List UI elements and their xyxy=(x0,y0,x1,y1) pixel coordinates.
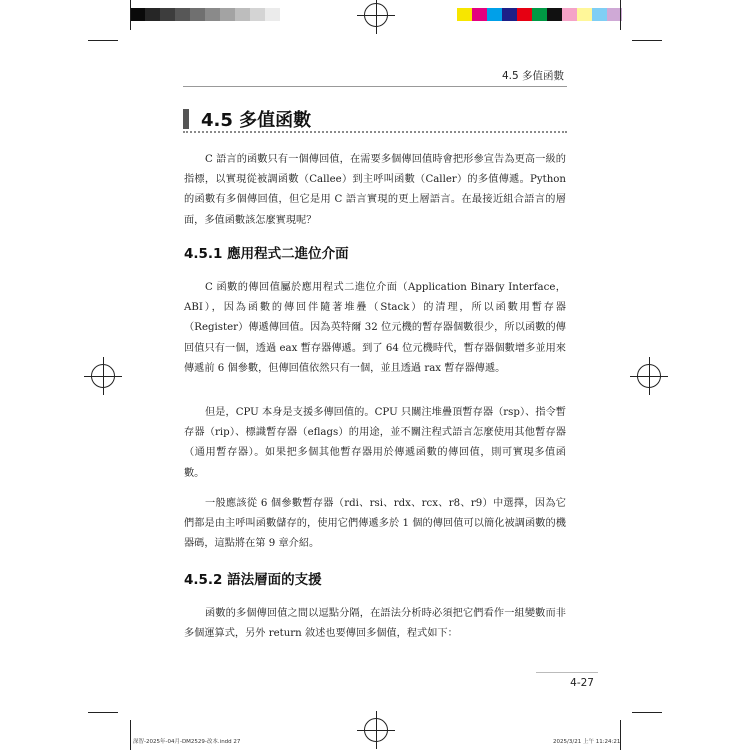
paragraph-abi-2: 但是，CPU 本身是支援多傳回值的。CPU 只關注堆疊頂暫存器（rsp）、指令暫存器（rip）、標識暫存器（eflags）的用途，並不關注程式語言怎麼使用其他暫存器（通用暫存器）。如果把多個其他暫存器用於傳遞函數的傳回值，則可實現多值函數。 xyxy=(184,407,566,479)
gray-swatch xyxy=(145,8,160,21)
gray-swatch xyxy=(220,8,235,21)
gray-swatch xyxy=(265,8,280,21)
gray-swatch xyxy=(250,8,265,21)
color-swatch xyxy=(487,8,502,21)
color-swatch xyxy=(562,8,577,21)
gray-swatch xyxy=(235,8,250,21)
registration-mark-left xyxy=(91,364,115,388)
color-swatch xyxy=(592,8,607,21)
gray-swatch xyxy=(205,8,220,21)
crop-mark xyxy=(88,712,118,713)
section-marker xyxy=(183,109,189,129)
registration-mark-bottom xyxy=(364,718,388,742)
crop-mark xyxy=(130,0,131,30)
crop-mark xyxy=(632,712,662,713)
registration-mark-top xyxy=(364,3,388,27)
gray-swatch xyxy=(130,8,145,21)
header-rule xyxy=(183,86,567,87)
paragraph-syntax-1: 函數的多個傳回值之間以逗點分隔，在語法分析時必須把它們看作一組變數而非多個運算式，另外 return 敘述也要傳回多個值，程式如下： xyxy=(184,608,566,640)
crop-mark xyxy=(620,720,621,750)
paragraph-abi-1: C 函數的傳回值屬於應用程式二進位介面（Application Binary Interface，ABI），因為函數的傳回伴隨著堆疊（Stack）的清理，所以函數用暫存器（Register）傳遞傳回值。因為英特爾 32 位元機的暫存器個數很少，所以函數的傳回值只有一個，透過 eax 暫存器傳遞。到了 64 位元機時代，暫存器個數增多並用來傳遞前 6 個參數，但傳回值依然只有一個，並且透過 rax 暫存器傳遞。 xyxy=(184,282,566,374)
color-swatch xyxy=(517,8,532,21)
gray-swatch xyxy=(190,8,205,21)
crop-mark xyxy=(632,40,662,41)
section-title xyxy=(183,106,311,132)
page-number: 4-27 xyxy=(570,677,594,689)
color-swatch xyxy=(547,8,562,21)
subsection-title-syntax: 4.5.2 語法層面的支援 xyxy=(184,572,322,588)
crop-mark xyxy=(88,40,118,41)
color-swatch xyxy=(532,8,547,21)
dotted-divider xyxy=(183,131,567,133)
paragraph-intro: C 語言的函數只有一個傳回值，在需要多個傳回值時會把形參宣告為更高一級的指標，以實現從被調函數（Callee）到主呼叫函數（Caller）的多值傳遞。Python 的函數有多個傳回值，但它是用 C 語言實現的更上層語言。在最接近組合語言的層面，多值函數該怎麼實現呢？ xyxy=(184,154,566,226)
color-swatch xyxy=(577,8,592,21)
slug-file-info: 深智-2025年-04月-DM2529-改本.indd 27 xyxy=(133,739,241,745)
gray-color-bar xyxy=(130,8,280,21)
slug-date-info: 2025/3/21 上午 11:24:21 xyxy=(553,739,621,745)
paragraph-abi-3: 一般應該從 6 個參數暫存器（rdi、rsi、rdx、rcx、r8、r9）中選擇，因為它們都是由主呼叫函數儲存的，使用它們傳遞多於 1 個的傳回值可以簡化被調函數的機器碼，這點將在第 9 章介紹。 xyxy=(184,498,566,550)
crop-mark xyxy=(130,720,131,750)
subsection-title-abi: 4.5.1 應用程式二進位介面 xyxy=(184,246,349,262)
gray-swatch xyxy=(160,8,175,21)
color-swatch xyxy=(457,8,472,21)
color-swatch xyxy=(472,8,487,21)
registration-mark-right xyxy=(637,364,661,388)
page-number-rule xyxy=(536,672,598,673)
color-swatch xyxy=(502,8,517,21)
crop-mark xyxy=(620,0,621,30)
process-color-bar xyxy=(457,8,622,21)
running-header: 4.5 多值函數 xyxy=(501,70,564,82)
gray-swatch xyxy=(175,8,190,21)
section-title-text: 4.5 多值函數 xyxy=(201,110,312,131)
